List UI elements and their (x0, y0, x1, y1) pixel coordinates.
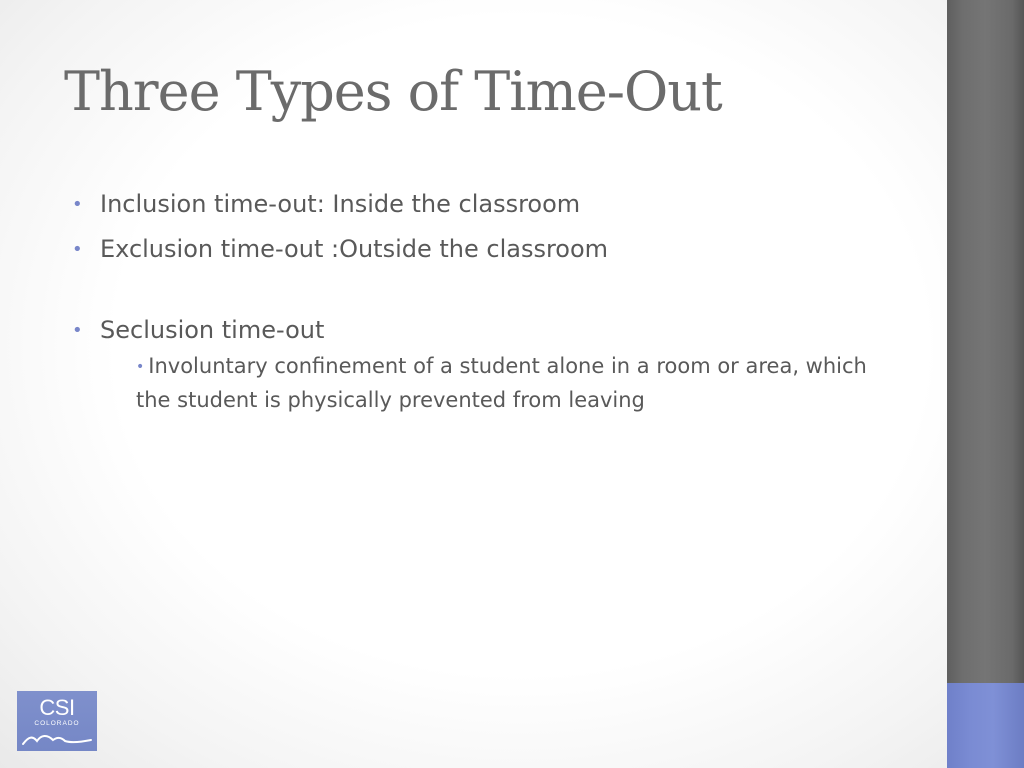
bullet-dot-icon: • (72, 239, 83, 260)
bullet-list (72, 186, 912, 417)
sub-bullet-item (136, 350, 876, 417)
bullet-item (72, 231, 912, 267)
mountain-icon (21, 731, 93, 747)
logo-name: CSI (39, 695, 75, 720)
bullet-dot-icon: • (72, 194, 83, 215)
bullet-text: Seclusion time-out (100, 316, 325, 344)
csi-colorado-logo (17, 691, 97, 751)
sidebar-accent-block (947, 683, 1024, 768)
bullet-text: Exclusion time-out :Outside the classroom (100, 235, 609, 263)
sidebar-panel (947, 0, 1024, 768)
sub-bullet-text: Involuntary confinement of a student alone in a room or area, which the student is physically prevented from leaving (136, 354, 867, 412)
logo-subtitle: COLORADO (34, 720, 80, 727)
bullet-dot-icon: • (72, 320, 83, 341)
bullet-item (72, 312, 912, 348)
bullet-text: Inclusion time-out: Inside the classroom (100, 190, 581, 218)
bullet-item (72, 186, 912, 222)
slide-title: Three Types of Time-Out (64, 60, 722, 123)
sub-bullet-dot-icon: • (136, 359, 145, 375)
